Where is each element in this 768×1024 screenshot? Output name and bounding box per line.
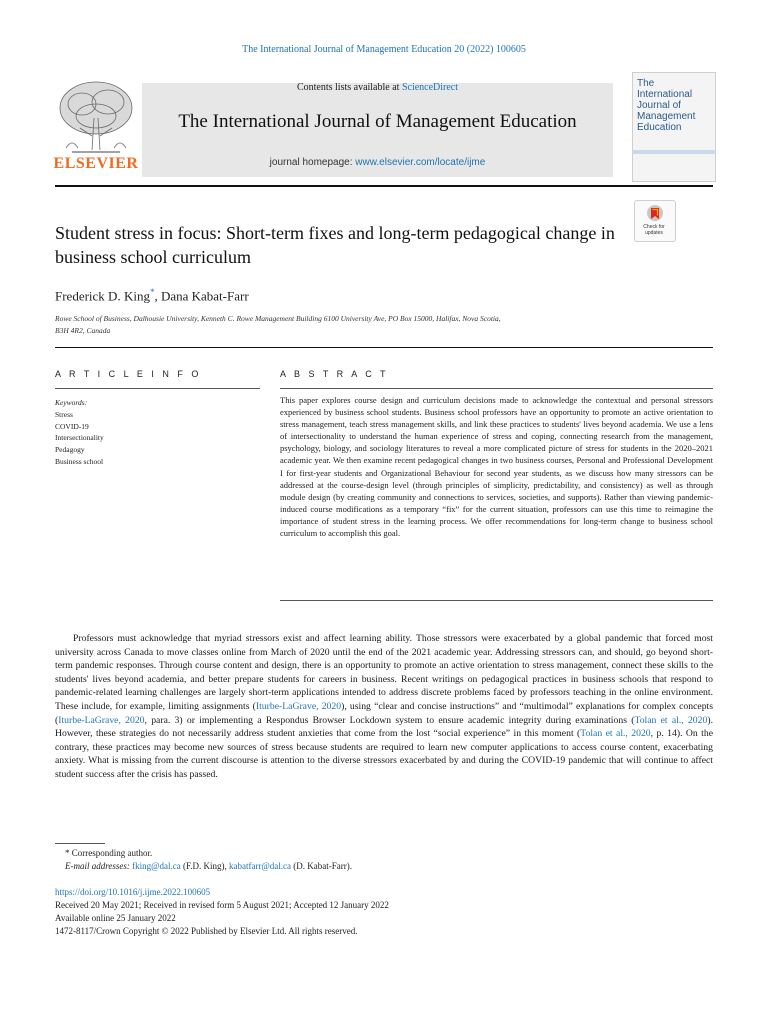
article-info-heading: A R T I C L E I N F O [55, 369, 202, 379]
footnote-rule [55, 843, 105, 844]
citation-link[interactable]: Tolan et al., 2020 [634, 714, 708, 726]
affiliation-line: B3H 4R2, Canada [55, 326, 111, 335]
keywords-block [55, 397, 104, 468]
bookmark-icon [635, 201, 675, 225]
keywords-label: Keywords: [55, 398, 88, 407]
masthead-divider [55, 185, 713, 187]
keyword: Business school [55, 456, 104, 466]
abstract-rule [280, 388, 713, 389]
cover-stripe [632, 150, 716, 154]
affiliation [55, 313, 615, 337]
cover-title-line: Management [637, 111, 696, 122]
header-divider [55, 347, 713, 348]
cover-title-line: Journal of [637, 100, 681, 111]
article-info-rule [55, 388, 260, 389]
check-for-updates-label: Check for updates [643, 224, 665, 236]
email-link[interactable]: fking@dal.ca [132, 861, 181, 871]
email-owner: (D. Kabat-Farr). [290, 861, 352, 871]
author-list [55, 287, 249, 304]
affiliation-line: Rowe School of Business, Dalhousie University, Kenneth C. Rowe Management Building 6100 University Ave, PO Box 15000, Halifax, Nova Scotia, [55, 314, 501, 323]
received-dates: Received 20 May 2021; Received in revised form 5 August 2021; Accepted 12 January 2022 [55, 900, 389, 910]
keyword: Pedagogy [55, 445, 85, 455]
body-text-run: Professors must acknowledge that myriad stressors exist and affect learning ability. Those stressors were exacerbated by a global pandemic that forced most university across Canada to move classes online from March of 2020 until the end of the 2021 academic year. Addressing stressors can, and should, go beyond short-term pandemic responses. Through course content and design, there is an opportunity to promote an active orientation to stress management, connect these skills to the students' lives beyond academia, and better prepare students for careers in business. Recent writings on pedagogical practices in business schools that respond to pandemic-related learning challenges are largely short-term applications intended to address discrete problems faced by professors teaching in the online environment. These include, for example, limiting assignments ( [55, 633, 713, 712]
email-link[interactable]: kabatfarr@dal.ca [228, 861, 291, 871]
citation-link[interactable]: Tolan et al., 2020 [580, 728, 651, 740]
abstract-bottom-rule [280, 600, 713, 601]
author-name: , Dana Kabat-Farr [154, 288, 249, 304]
homepage-line [142, 157, 613, 168]
email-owner: (F.D. King), [180, 861, 229, 871]
contents-line [142, 82, 613, 93]
email-label: E-mail addresses: [65, 861, 130, 871]
article-metadata [55, 886, 389, 938]
sciencedirect-link[interactable]: ScienceDirect [401, 82, 459, 93]
journal-citation-link[interactable]: The International Journal of Management Education 20 (2022) 100605 [242, 44, 526, 55]
cover-title [637, 78, 709, 133]
corresponding-author-note: * Corresponding author. [65, 848, 153, 858]
cover-title-line: Education [637, 122, 682, 133]
body-text-run: ). However, these strategies do not necessarily address student anxieties that come from the lost “social experience” in this moment ( [55, 714, 713, 740]
doi-link[interactable]: https://doi.org/10.1016/j.ijme.2022.100605 [55, 887, 211, 897]
body-text-run: , p. 14). On the contrary, these practices may become new sources of stress because students are required to learn new computer applications to access course content, exacerbating anxiety. What is missing from the current discourse is attention to the diverse stressors exacerbated by and during the COVID-19 pandemic that will continue to affect student success after the crisis has passed. [55, 728, 714, 780]
body-text-run: ), using “clear and concise instructions” and “multimodal” explanations for complex concepts ( [55, 700, 713, 726]
author-name: Frederick D. King [55, 288, 150, 304]
body-paragraph [55, 632, 713, 782]
elsevier-wordmark: ELSEVIER [53, 155, 139, 172]
cover-title-line: The International [637, 78, 693, 100]
homepage-prefix: journal homepage: [269, 157, 356, 168]
copyright-line: 1472-8117/Crown Copyright © 2022 Published by Elsevier Ltd. All rights reserved. [55, 926, 358, 936]
journal-homepage-link[interactable]: www.elsevier.com/locate/ijme [355, 157, 486, 168]
citation-link[interactable]: Iturbe-LaGrave, 2020 [58, 714, 145, 726]
article-title: Student stress in focus: Short-term fixes and long-term pedagogical change in business school curriculum [55, 223, 615, 267]
footnotes [55, 847, 352, 873]
abstract-text: This paper explores course design and curriculum decisions made to acknowledge the contextual and personal stressors experienced by business school students. Business school professors have an opportunity to promote an active orientation to stress management, teach stress management skills, and link these practices to students' lives beyond academia. We use a lens of intersectionality to understand the human experience of stress and coping, connecting research from the management, psychology, biology, and sociology literatures to reveal a more complicated picture of stress for students in the 2020–2021 academic year. We then examine recent pedagogical changes in two business courses, Personal and Professional Development I for first-year students and Organizational Behaviour for second year students, as we discuss how many stressors can be addressed at the course-design level (through principles of simplicity, predictability, and consistency) as well as through module design (by creating community and connections to services, societies, and supports). Rather than viewing pandemic-induced course modifications as a temporary “fix” for the current situation, professors can use this time to reimagine the importance of student stress in the learning process. We offer recommendations for long-term change to business school curriculum to accomplish this goal. [280, 395, 713, 539]
body-text-run: , para. 3) or implementing a Respondus Browser Lockdown system to ensure academic integrity during examinations ( [144, 714, 635, 726]
journal-name: The International Journal of Management Education [178, 111, 577, 132]
keyword: COVID-19 [55, 421, 89, 431]
email-line [55, 860, 352, 873]
corresponding-author-mark[interactable]: * [149, 287, 155, 297]
keyword: Stress [55, 409, 73, 419]
abstract-heading: A B S T R A C T [280, 369, 389, 379]
available-online-date: Available online 25 January 2022 [55, 913, 176, 923]
keyword: Intersectionality [55, 433, 104, 443]
citation-link[interactable]: Iturbe-LaGrave, 2020 [255, 700, 342, 712]
contents-prefix: Contents lists available at [296, 82, 402, 93]
